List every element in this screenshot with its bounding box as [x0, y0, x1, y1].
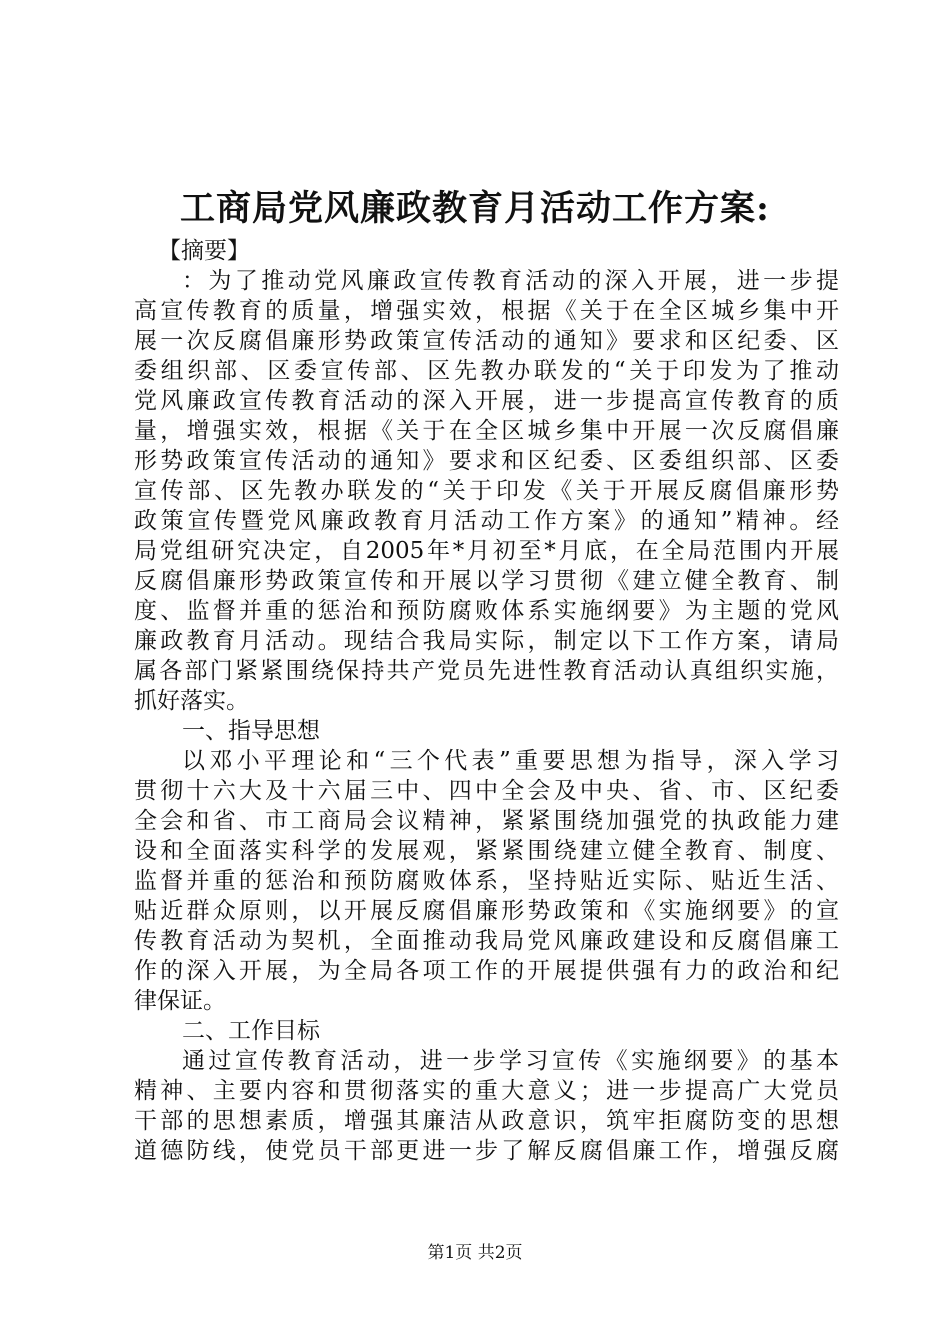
paragraph-line: 贯彻十六大及十六届三中、四中全会及中央、省、市、区纪委	[134, 778, 839, 804]
paragraph-line: 全会和省、市工商局会议精神，紧紧围绕加强党的执政能力建	[134, 808, 839, 834]
document-title: 工商局党风廉政教育月活动工作方案:	[180, 188, 770, 229]
paragraph-line: ：为了推动党风廉政宣传教育活动的深入开展，进一步提	[182, 268, 839, 294]
paragraph-line: 精神、主要内容和贯彻落实的重大意义；进一步提高广大党员	[134, 1078, 839, 1104]
paragraph-line: 道德防线，使党员干部更进一步了解反腐倡廉工作，增强反腐	[134, 1138, 839, 1164]
paragraph-line: 展一次反腐倡廉形势政策宣传活动的通知》要求和区纪委、区	[134, 328, 839, 354]
section-heading: 一、指导思想	[182, 718, 320, 744]
abstract-heading: 【摘要】	[158, 238, 250, 264]
paragraph-line: 作的深入开展，为全局各项工作的开展提供强有力的政治和纪	[134, 958, 839, 984]
paragraph-line: 政策宣传暨党风廉政教育月活动工作方案》的通知”精神。经	[134, 508, 839, 534]
paragraph-line: 抓好落实。	[134, 688, 249, 714]
page-footer: 第1页 共2页	[427, 1243, 523, 1263]
paragraph-line: 监督并重的惩治和预防腐败体系，坚持贴近实际、贴近生活、	[134, 868, 839, 894]
document-body	[134, 236, 839, 1166]
paragraph-line: 宣传部、区先教办联发的“关于印发《关于开展反腐倡廉形势	[134, 478, 839, 504]
paragraph-line: 高宣传教育的质量，增强实效，根据《关于在全区城乡集中开	[134, 298, 839, 324]
paragraph-line: 量，增强实效，根据《关于在全区城乡集中开展一次反腐倡廉	[134, 418, 839, 444]
paragraph-line: 委组织部、区委宣传部、区先教办联发的“关于印发为了推动	[134, 358, 839, 384]
paragraph-line: 形势政策宣传活动的通知》要求和区纪委、区委组织部、区委	[134, 448, 839, 474]
paragraph-line: 以邓小平理论和“三个代表”重要思想为指导，深入学习	[182, 748, 839, 774]
paragraph-line: 局党组研究决定，自2005年*月初至*月底，在全局范围内开展	[134, 538, 839, 564]
section-heading: 二、工作目标	[182, 1018, 320, 1044]
paragraph-line: 反腐倡廉形势政策宣传和开展以学习贯彻《建立健全教育、制	[134, 568, 839, 594]
paragraph-line: 干部的思想素质，增强其廉洁从政意识，筑牢拒腐防变的思想	[134, 1108, 839, 1134]
paragraph-line: 传教育活动为契机，全面推动我局党风廉政建设和反腐倡廉工	[134, 928, 839, 954]
paragraph-line: 廉政教育月活动。现结合我局实际，制定以下工作方案，请局	[134, 628, 839, 654]
paragraph-line: 度、监督并重的惩治和预防腐败体系实施纲要》为主题的党风	[134, 598, 839, 624]
paragraph-line: 设和全面落实科学的发展观，紧紧围绕建立健全教育、制度、	[134, 838, 839, 864]
paragraph-line: 属各部门紧紧围绕保持共产党员先进性教育活动认真组织实施，	[134, 658, 839, 684]
paragraph-line: 党风廉政宣传教育活动的深入开展，进一步提高宣传教育的质	[134, 388, 839, 414]
paragraph-line: 贴近群众原则，以开展反腐倡廉形势政策和《实施纲要》的宣	[134, 898, 839, 924]
paragraph-line: 律保证。	[134, 988, 226, 1014]
paragraph-line: 通过宣传教育活动，进一步学习宣传《实施纲要》的基本	[182, 1048, 839, 1074]
